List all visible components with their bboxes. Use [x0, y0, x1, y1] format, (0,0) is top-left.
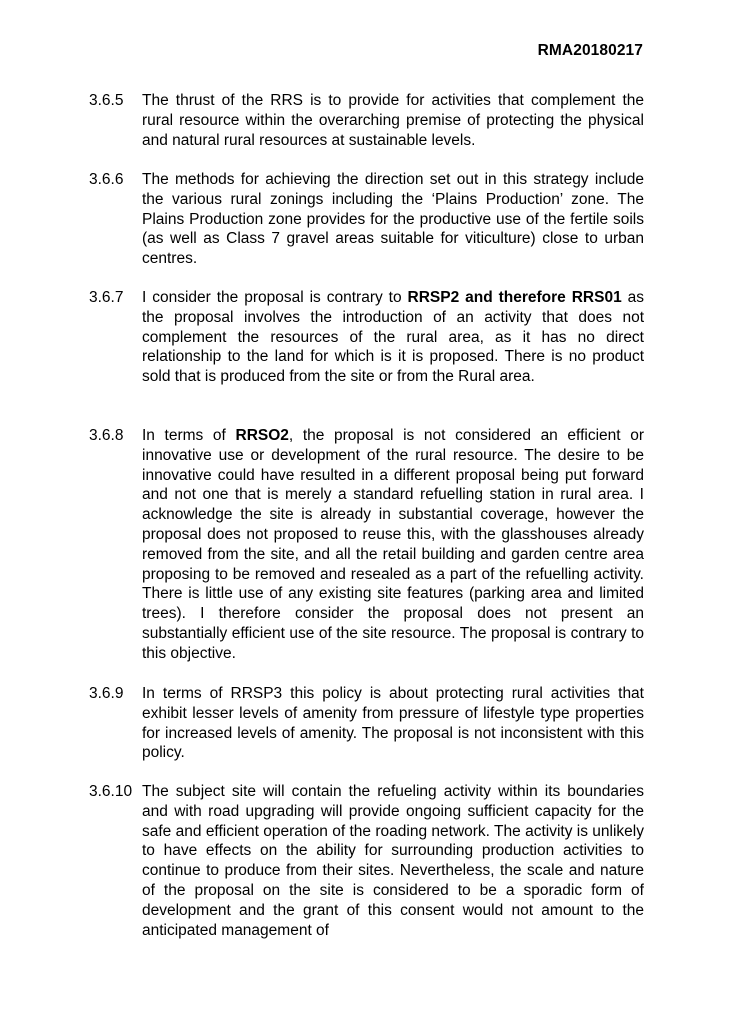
paragraph-bold-reference: RRSO2: [235, 427, 289, 444]
paragraph-number: 3.6.6: [89, 171, 124, 188]
paragraph-text-segment: The thrust of the RRS is to provide for activities that complement the rural resource within the overarching premise of protecting the physical and natural rural resources at sustainable levels.: [142, 92, 644, 149]
paragraph-number: 3.6.10: [89, 783, 133, 800]
paragraph-number: 3.6.9: [89, 685, 124, 702]
paragraph-text-segment: The methods for achieving the direction set out in this strategy include the various rural zonings including the ‘Plains Production’ zone. The Plains Production zone provides for the productive use of the fertile soils (as well as Class 7 gravel areas suitable for viticulture) close to urban centres.: [142, 171, 644, 268]
paragraph-3-6-8: [89, 426, 644, 664]
paragraph-text: [142, 170, 644, 269]
paragraph-bold-reference: RRSP2 and therefore RRS01: [407, 289, 622, 306]
paragraph-text: [142, 782, 644, 940]
paragraph-text-segment: The subject site will contain the refueling activity within its boundaries and with road upgrading will provide ongoing sufficient capacity for the safe and efficient operation of the roading network. The activity is unlikely to have effects on the ability for surrounding production activities to continue to produce from their sites. Nevertheless, the scale and nature of the proposal on the site is considered to be a sporadic form of development and the grant of this consent would not amount to the anticipated management of: [142, 783, 644, 939]
paragraph-text: [142, 426, 644, 664]
paragraph-number: 3.6.7: [89, 289, 124, 306]
paragraph-text-segment: In terms of: [142, 427, 236, 444]
paragraph-text-segment: , the proposal is not considered an efficient or innovative use or development of the rural resource. The desire to be innovative could have resulted in a different proposal being put forward and not one that is merely a standard refuelling station in rural area. I acknowledge the site is already in substantial coverage, however the proposal does not proposed to reuse this, with the glasshouses already removed from the site, and all the retail building and garden centre area proposing to be removed and resealed as a part of the refuelling activity. There is little use of any existing site features (parking area and limited trees). I therefore consider the proposal does not present an substantially efficient use of the site resource. The proposal is contrary to this objective.: [142, 427, 644, 662]
paragraph-text: [142, 684, 644, 763]
paragraph-text: [142, 288, 644, 387]
paragraph-3-6-9: [89, 684, 644, 763]
document-reference: RMA20180217: [537, 42, 643, 59]
paragraph-text-segment: as the proposal involves the introduction of an activity that does not complement the resources of the rural area, as it has no direct relationship to the land for which is it is proposed. There is no product sold that is produced from the site or from the Rural area.: [142, 289, 645, 386]
paragraph-3-6-6: [89, 170, 644, 269]
paragraph-text-segment: In terms of RRSP3 this policy is about protecting rural activities that exhibit lesser levels of amenity from pressure of lifestyle type properties for increased levels of amenity. The proposal is not inconsistent with this policy.: [142, 685, 644, 762]
paragraph-number: 3.6.8: [89, 427, 124, 444]
paragraph-text-segment: I consider the proposal is contrary to: [142, 289, 408, 306]
paragraph-3-6-5: [89, 91, 644, 150]
paragraph-text: [142, 91, 644, 150]
paragraph-3-6-7: [89, 288, 644, 387]
paragraph-3-6-10: [89, 782, 644, 940]
paragraph-number: 3.6.5: [89, 92, 124, 109]
